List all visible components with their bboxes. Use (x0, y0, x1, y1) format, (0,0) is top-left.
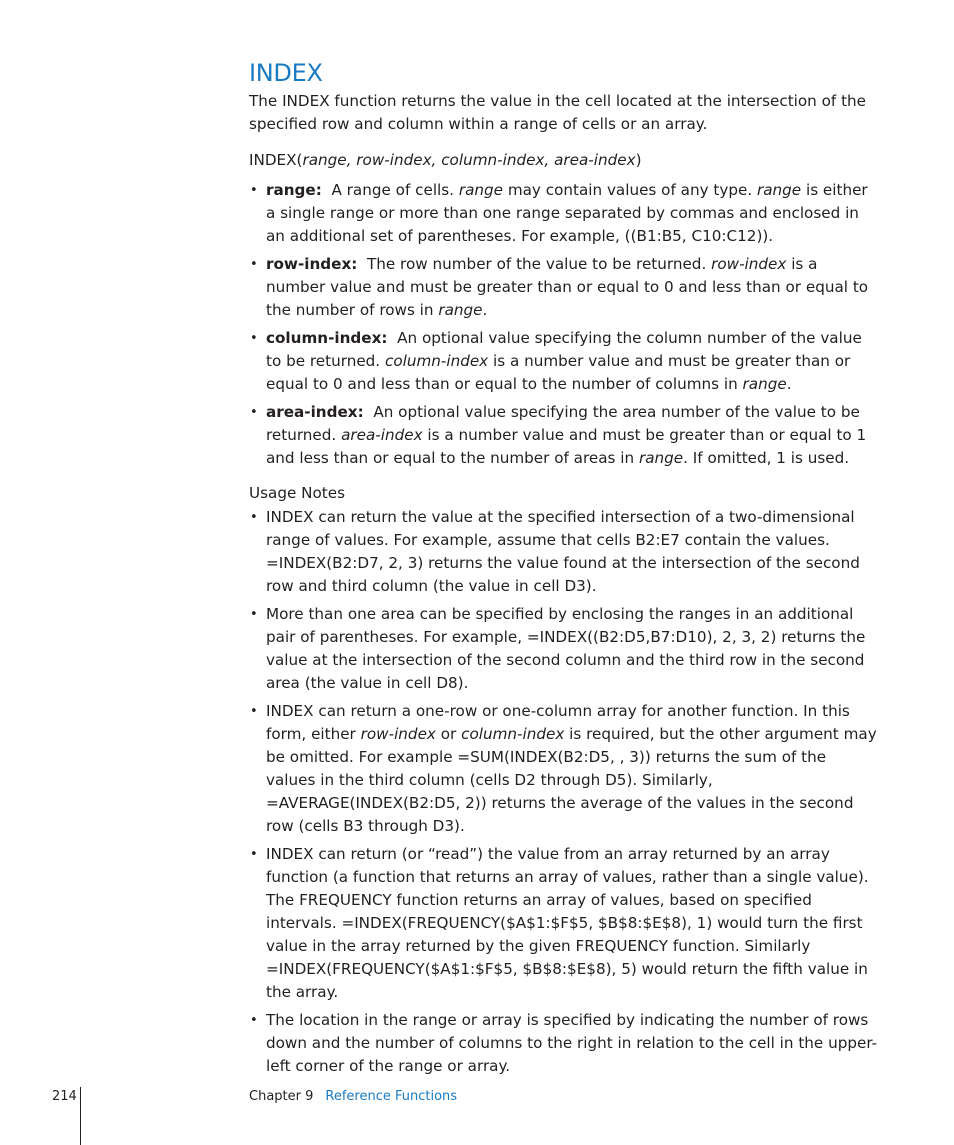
italic-term: column-index (461, 725, 565, 743)
italic-term: row-index (360, 725, 436, 743)
footer-divider (80, 1087, 81, 1145)
usage-notes-list (249, 506, 879, 1078)
intro-paragraph: The INDEX function returns the value in the cell located at the intersection of the specified row and column within a range of cells or an array. (249, 92, 867, 133)
italic-term: range (756, 181, 802, 199)
argument-item (249, 179, 879, 248)
page-number: 214 (52, 1089, 77, 1104)
body-text: is a number value and must be greater than or equal to 0 and less than or equal to the number of columns in (266, 352, 851, 393)
argument-term: range: (266, 181, 322, 199)
argument-item (249, 253, 879, 322)
syntax-close-paren: ) (635, 151, 642, 169)
body-text: An optional value specifying the column number of the value to be returned. (266, 329, 862, 370)
italic-term: range (742, 375, 787, 393)
body-text: INDEX can return (or “read”) the value from an array returned by an array function (a function that returns an array of values, rather than a single value). The FREQUENCY function returns an array of values, based on specified intervals. =INDEX(FREQUENCY($A$1:$F$5, $B$8:$E$8), 1) would turn the first value in the array returned by the given FREQUENCY function. Similarly =INDEX(FREQUENCY($A$1:$F$5, $B$8:$E$8), 5) would return the fifth value in the array. (266, 845, 869, 1001)
footer-chapter (249, 1089, 457, 1105)
argument-list (249, 179, 879, 470)
argument-item (249, 327, 879, 396)
page-title: INDEX (249, 59, 323, 87)
argument-term: row-index: (266, 255, 358, 273)
body-text: is required, but the other argument may be omitted. For example =SUM(INDEX(B2:D5, , 3)) returns the sum of the values in the third column (cells D2 through D5). Similarly, =AVERAGE(INDEX(B2:D5, 2)) returns the average of the values in the second row (cells B3 through D3). (266, 725, 877, 835)
body-text: may contain values of any type. (503, 181, 757, 199)
usage-note-item (249, 700, 879, 838)
body-text: . If omitted, 1 is used. (683, 449, 850, 467)
body-text: . (482, 301, 488, 319)
syntax-arguments: range, row-index, column-index, area-index (302, 151, 636, 169)
footer-chapter-label: Chapter 9 (249, 1089, 314, 1104)
usage-note-item (249, 1009, 879, 1078)
body-text: A range of cells. (331, 181, 459, 199)
italic-term: range (438, 301, 483, 319)
body-text: An optional value specifying the area number of the value to be returned. (266, 403, 860, 444)
italic-term: range (638, 449, 684, 467)
body-text: The row number of the value to be returned. (366, 255, 712, 273)
body-text: INDEX can return a one-row or one-column array for another function. In this form, either (266, 702, 850, 743)
syntax-open-paren: ( (296, 151, 303, 169)
footer-section-link[interactable]: Reference Functions (325, 1089, 458, 1104)
syntax-line (249, 149, 879, 172)
usage-note-item (249, 603, 879, 695)
body-text: is a number value and must be greater than or equal to 1 and less than or equal to the number of areas in (266, 426, 867, 467)
body-text: is either a single range or more than one range separated by commas and enclosed in an additional set of parentheses. For example, ((B1:B5, C10:C12)). (266, 181, 868, 245)
italic-term: column-index (384, 352, 489, 370)
argument-term: area-index: (266, 403, 364, 421)
italic-term: row-index (711, 255, 787, 273)
syntax-function-name: INDEX (249, 151, 297, 169)
page-content (249, 58, 879, 1078)
body-text: is a number value and must be greater than or equal to 0 and less than or equal to the number of rows in (266, 255, 869, 319)
usage-note-item (249, 843, 879, 1004)
argument-item (249, 401, 879, 470)
body-text: INDEX can return the value at the specified intersection of a two-dimensional range of values. For example, assume that cells B2:E7 contain the values. =INDEX(B2:D7, 2, 3) returns the value found at the intersection of the second row and third column (the value in cell D3). (266, 508, 860, 595)
italic-term: area-index (341, 426, 423, 444)
body-text: . (786, 375, 792, 393)
body-text: or (435, 725, 462, 743)
argument-term: column-index: (266, 329, 388, 347)
body-text: The location in the range or array is specified by indicating the number of rows down and the number of columns to the right in relation to the cell in the upper-left corner of the range or array. (266, 1011, 878, 1075)
usage-note-item (249, 506, 879, 598)
usage-notes-heading: Usage Notes (249, 484, 346, 502)
body-text: More than one area can be specified by enclosing the ranges in an additional pair of parentheses. For example, =INDEX((B2:D5,B7:D10), 2, 3, 2) returns the value at the intersection of the second column and the third row in the second area (the value in cell D8). (266, 605, 866, 692)
italic-term: range (458, 181, 503, 199)
